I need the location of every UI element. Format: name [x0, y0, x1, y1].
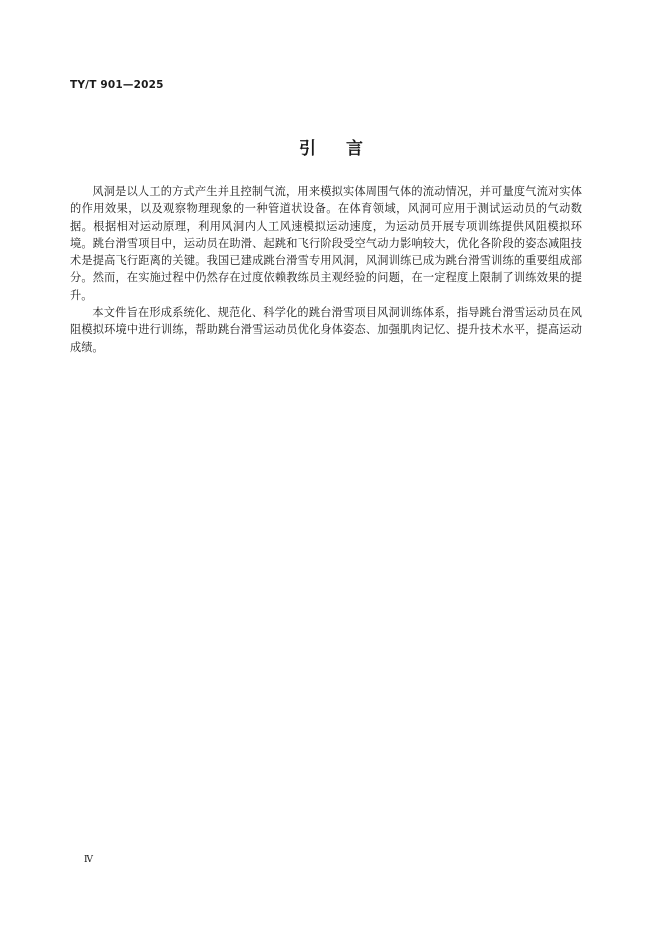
- paragraph: 本文件旨在形成系统化、规范化、科学化的跳台滑雪项目风洞训练体系，指导跳台滑雪运动员在风阻模拟环境中进行训练，帮助跳台滑雪运动员优化身体姿态、加强肌肉记忆、提升技术水平，提高运动成绩。: [70, 306, 582, 354]
- page-number: Ⅳ: [84, 855, 93, 865]
- paragraph: 风洞是以人工的方式产生并且控制气流，用来模拟实体周围气体的流动情况，并可量度气流对实体的作用效果，以及观察物理现象的一种管道状设备。在体育领域，风洞可应用于测试运动员的气动数据。根据相对运动原理，利用风洞内人工风速模拟运动速度，为运动员开展专项训练提供风阻模拟环境。跳台滑雪项目中，运动员在助滑、起跳和飞行阶段受空气动力影响较大，优化各阶段的姿态减阻技术是提高飞行距离的关键。我国已建成跳台滑雪专用风洞，风洞训练已成为跳台滑雪训练的重要组成部分。然而，在实施过程中仍然存在过度依赖教练员主观经验的问题，在一定程度上限制了训练效果的提升。: [70, 185, 582, 302]
- page-title: 引言: [299, 139, 393, 159]
- introduction-body: [70, 183, 582, 356]
- standard-code: TY/T 901—2025: [70, 79, 164, 91]
